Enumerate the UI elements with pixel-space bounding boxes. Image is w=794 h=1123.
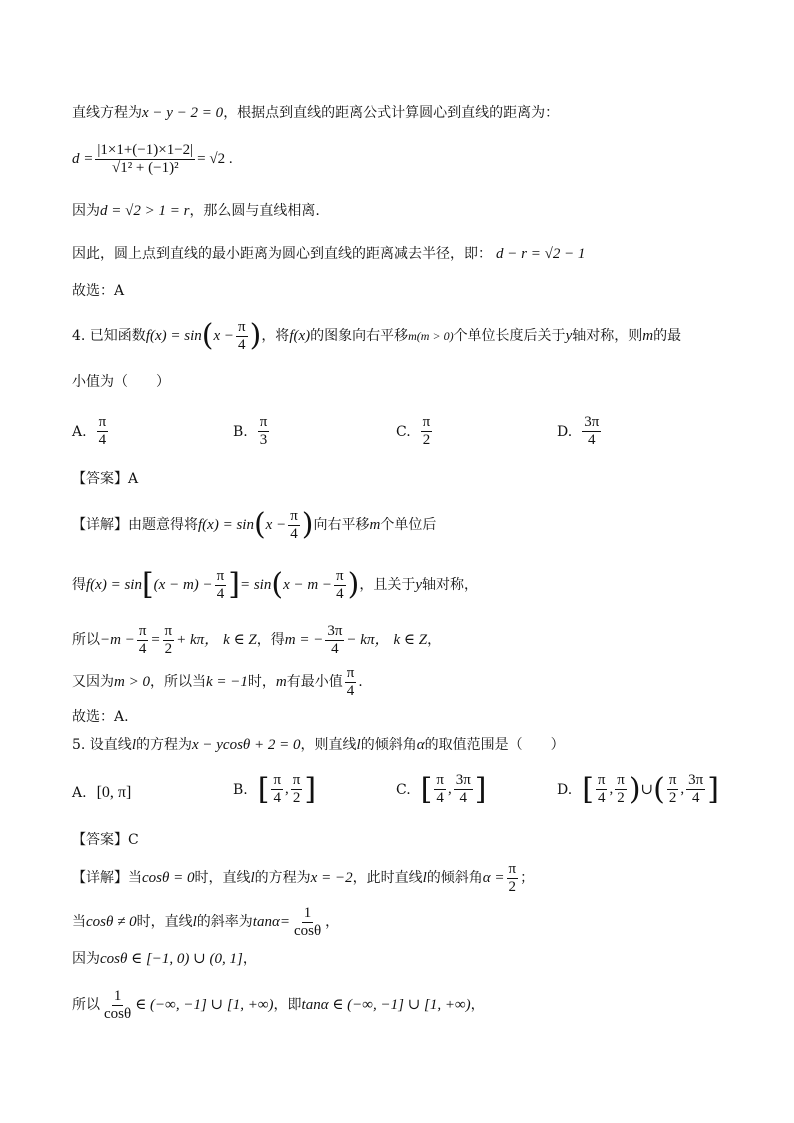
text: ，此时直线 <box>352 870 423 886</box>
l-var: l <box>356 737 361 753</box>
text: ， <box>470 997 485 1013</box>
detail-4-line-2 <box>72 565 734 605</box>
k-integer: k ∈ Z <box>393 632 428 648</box>
numerator: π <box>436 772 444 788</box>
numerator: π <box>422 414 431 430</box>
text: 所以 <box>72 632 100 648</box>
fraction <box>686 772 705 807</box>
expr: cosθ ≠ 0 <box>86 914 137 930</box>
bracket: ] <box>304 771 317 807</box>
bracket: [ <box>141 567 154 602</box>
text: 的倾斜角 <box>426 870 483 886</box>
answer-4 <box>72 470 734 488</box>
numerator: π <box>259 414 268 430</box>
min-distance: d − r = √2 − 1 <box>496 246 586 262</box>
fraction-denominator: √1² + (−1)² <box>111 159 179 176</box>
paren: ( <box>253 507 266 542</box>
paren: ) <box>628 771 641 807</box>
detail-4-line-1 <box>72 505 734 545</box>
question-number: 4. 已知函数 <box>72 328 146 344</box>
expr: cosθ ∈ [−1, 0) ∪ (0, 1] <box>100 951 243 967</box>
fraction <box>334 568 346 603</box>
question-number: 5. 设直线 <box>72 737 132 753</box>
denominator: 4 <box>336 585 344 602</box>
l-var: l <box>131 737 136 753</box>
text: ， <box>427 632 442 648</box>
denominator: 2 <box>164 640 173 657</box>
denominator: 4 <box>290 525 298 542</box>
numerator: 3π <box>327 622 343 639</box>
bracket: [ <box>420 771 433 807</box>
text: 因为 <box>72 203 100 219</box>
fraction <box>102 988 133 1023</box>
function: f(x) = sin <box>145 328 202 344</box>
option-value <box>258 414 270 449</box>
text: 得 <box>72 577 86 593</box>
numerator: π <box>238 318 246 335</box>
inequality: d = √2 > 1 = r <box>100 203 190 219</box>
detail-4-line-4 <box>72 662 734 702</box>
text: ，将 <box>261 328 290 344</box>
text: ，那么圆与直线相离. <box>189 203 320 219</box>
denominator: 4 <box>436 790 444 806</box>
function: f(x) = sin <box>86 577 142 593</box>
fraction-numerator: |1×1+(−1)×1−2| <box>97 141 194 158</box>
denominator: 4 <box>587 432 596 448</box>
expr: + kπ， <box>176 632 220 648</box>
option-label: B. <box>233 423 248 440</box>
numerator: 3π <box>688 772 704 788</box>
fraction <box>291 772 303 807</box>
m-var: m <box>642 328 654 344</box>
numerator: 3π <box>455 772 471 788</box>
question-4 <box>72 316 734 356</box>
option-value: [0, π] <box>96 784 132 801</box>
text: 因此，圆上点到直线的最小距离为圆心到直线的距离减去半径，即： <box>72 246 492 262</box>
denominator: 4 <box>273 790 281 806</box>
argument: (x − m) − <box>153 577 213 593</box>
detail-5-line-4 <box>72 985 734 1025</box>
text: 的取值范围是（ ） <box>424 737 565 753</box>
answer-value: A <box>128 471 139 487</box>
choice-line <box>72 282 734 300</box>
fraction <box>507 861 519 896</box>
solution-line-3 <box>72 202 734 220</box>
argument: x − m − <box>283 577 333 593</box>
text: ，则直线 <box>300 737 357 753</box>
text: 个单位长度后关于 <box>453 328 566 344</box>
text: 的图象向右平移 <box>310 328 409 344</box>
function: f(x) = sin <box>198 517 254 533</box>
comma: , <box>447 781 452 797</box>
text: 因为 <box>72 951 100 967</box>
text: ，且关于 <box>359 577 416 593</box>
bracket: ] <box>707 771 719 807</box>
text: 直线方程为 <box>72 105 142 121</box>
numerator: π <box>98 414 107 430</box>
fraction <box>434 772 446 807</box>
option-c[interactable] <box>396 414 434 449</box>
alpha-var: α <box>416 737 425 753</box>
text: 的方程为 <box>254 870 311 886</box>
m-var: m <box>369 517 381 533</box>
comma: , <box>609 781 614 797</box>
numerator: π <box>597 772 606 788</box>
text: 个单位后 <box>380 517 437 533</box>
fraction <box>667 772 679 807</box>
argument: x − <box>213 328 235 344</box>
option-a[interactable] <box>72 414 110 449</box>
formula-result: = √2 . <box>197 151 233 167</box>
bracket: ] <box>474 771 487 807</box>
option-label: A. <box>72 785 87 801</box>
equals: = <box>150 632 161 648</box>
expr: α = <box>482 870 505 886</box>
text: 的斜率为 <box>196 914 253 930</box>
text: 的最 <box>653 328 682 344</box>
expr: tanα= <box>252 914 290 930</box>
numerator: π <box>290 507 298 524</box>
k-integer: k ∈ Z <box>223 632 257 648</box>
text: ，即 <box>273 997 302 1013</box>
line-equation: x − y − 2 = 0 <box>142 105 224 121</box>
numerator: π <box>164 622 173 639</box>
fraction <box>325 623 344 658</box>
formula-lhs: d = <box>72 151 94 167</box>
denominator: cosθ <box>104 1005 132 1022</box>
denominator: 4 <box>331 640 339 657</box>
detail-4-line-3 <box>72 620 734 660</box>
text: 有最小值 <box>286 674 343 690</box>
text: ，根据点到直线的距离公式计算圆心到直线的距离为： <box>223 105 560 121</box>
bracket: ] <box>228 567 240 602</box>
option-value <box>421 414 433 449</box>
paren: ) <box>301 507 314 542</box>
text: 时， <box>247 674 276 690</box>
line-equation: x − ycosθ + 2 = 0 <box>191 737 301 753</box>
expr: x = −2 <box>310 870 353 886</box>
expr: ∈ (−∞, −1] ∪ [1, +∞) <box>135 997 274 1013</box>
answer-tag: 【答案】 <box>72 832 128 848</box>
option-label: D. <box>557 781 573 798</box>
text: 时，直线 <box>194 870 251 886</box>
radicand: 1² + (−1)² <box>120 159 179 176</box>
text: 小值为（ ） <box>72 374 170 390</box>
numerator: π <box>138 622 147 639</box>
expr: −m − <box>100 632 135 648</box>
text: 的方程为 <box>135 737 192 753</box>
y-var: y <box>565 328 573 344</box>
expr: tanα ∈ (−∞, −1] ∪ [1, +∞) <box>301 997 471 1013</box>
fraction <box>215 568 227 603</box>
shift: m(m > 0) <box>408 329 454 343</box>
denominator: 4 <box>597 790 606 806</box>
answer-5 <box>72 831 734 849</box>
argument: x − <box>265 517 287 533</box>
l-var: l <box>250 870 255 886</box>
fraction <box>288 508 300 543</box>
bracket: [ <box>582 771 594 807</box>
option-label: C. <box>396 423 411 440</box>
solution-line-4 <box>72 245 734 263</box>
option-label: A. <box>72 423 87 440</box>
text: 时，直线 <box>136 914 193 930</box>
text: 故选：A. <box>72 709 129 725</box>
expr: k = −1 <box>205 674 248 690</box>
paren: ( <box>653 771 665 807</box>
numerator: 1 <box>113 987 122 1004</box>
l-var: l <box>422 870 427 886</box>
option-b[interactable] <box>233 772 316 807</box>
denominator: 2 <box>292 790 301 806</box>
denominator: 3 <box>259 432 268 448</box>
text: 所以 <box>72 997 100 1013</box>
option-label: D. <box>557 423 573 440</box>
paren: ) <box>249 318 262 353</box>
paren: ( <box>271 567 284 602</box>
fraction <box>137 623 149 658</box>
option-label: C. <box>396 781 411 798</box>
detail-5-line-3 <box>72 950 734 968</box>
text: ； <box>520 870 535 886</box>
fraction <box>615 772 627 807</box>
denominator: 4 <box>346 682 355 699</box>
numerator: π <box>216 567 225 584</box>
denominator: 2 <box>617 790 625 806</box>
answer-tag: 【答案】 <box>72 471 128 487</box>
numerator: 3π <box>584 414 600 430</box>
distance-fraction <box>95 142 195 177</box>
equals-sin: = sin <box>239 577 272 593</box>
fraction <box>163 623 175 658</box>
text: 由题意得将 <box>128 517 198 533</box>
denominator: 4 <box>238 336 246 353</box>
fraction <box>454 772 473 807</box>
text: . <box>358 674 363 690</box>
text: 故选：A <box>72 283 125 299</box>
denominator: 4 <box>216 585 225 602</box>
distance-formula <box>72 132 734 186</box>
denominator: 4 <box>98 432 107 448</box>
fraction <box>236 319 248 354</box>
numerator: π <box>508 860 517 877</box>
option-b[interactable] <box>233 414 271 449</box>
question-4-cont <box>72 373 734 391</box>
detail-tag: 【详解】 <box>72 870 128 886</box>
expr: cosθ = 0 <box>142 870 195 886</box>
text: 轴对称， <box>422 577 479 593</box>
text: ，所以当 <box>149 674 206 690</box>
numerator: π <box>617 772 625 788</box>
fraction <box>345 665 357 700</box>
denominator: 2 <box>668 790 677 806</box>
union: ∪ <box>640 782 654 798</box>
comma: , <box>680 781 685 797</box>
fraction <box>596 772 608 807</box>
denominator: cosθ <box>293 922 322 939</box>
m-var: m <box>275 674 287 690</box>
denominator: 4 <box>459 790 467 806</box>
expr: m > 0 <box>114 674 150 690</box>
option-c[interactable] <box>396 772 487 807</box>
denominator: 4 <box>138 640 147 657</box>
option-a[interactable] <box>72 784 131 802</box>
y-var: y <box>415 577 423 593</box>
text: 向右平移 <box>313 517 370 533</box>
solution-line-1 <box>72 104 734 122</box>
fx: f(x) <box>289 328 311 344</box>
paren: ( <box>201 318 214 353</box>
fraction <box>292 905 323 940</box>
option-label: B. <box>233 781 248 798</box>
option-value <box>97 414 109 449</box>
detail-5-line-2 <box>72 902 734 942</box>
numerator: π <box>292 772 301 788</box>
bracket: [ <box>257 771 270 807</box>
answer-value: C <box>128 832 139 848</box>
text: ， <box>325 914 340 930</box>
detail-5-line-1 <box>72 858 734 898</box>
numerator: π <box>346 664 355 681</box>
text: 轴对称，则 <box>572 328 643 344</box>
text: 的倾斜角 <box>360 737 417 753</box>
expr: − kπ， <box>346 632 390 648</box>
comma: , <box>285 781 289 797</box>
l-var: l <box>192 914 197 930</box>
fraction <box>271 772 283 807</box>
numerator: π <box>273 772 282 788</box>
text: 当 <box>128 870 142 886</box>
denominator: 2 <box>508 878 517 895</box>
text: 当 <box>72 914 86 930</box>
text: ，得 <box>256 632 285 648</box>
text: ， <box>242 951 257 967</box>
detail-tag: 【详解】 <box>72 517 128 533</box>
numerator: π <box>668 772 677 788</box>
denominator: 4 <box>691 790 700 806</box>
expr: m = − <box>284 632 324 648</box>
question-5 <box>72 736 734 754</box>
numerator: π <box>336 567 344 584</box>
option-d[interactable] <box>557 772 719 807</box>
numerator: 1 <box>303 904 312 921</box>
option-value <box>582 414 601 449</box>
option-d[interactable] <box>557 414 603 449</box>
detail-4-line-5 <box>72 708 734 726</box>
paren: ) <box>347 567 360 602</box>
denominator: 2 <box>422 432 431 448</box>
text: 又因为 <box>72 674 114 690</box>
